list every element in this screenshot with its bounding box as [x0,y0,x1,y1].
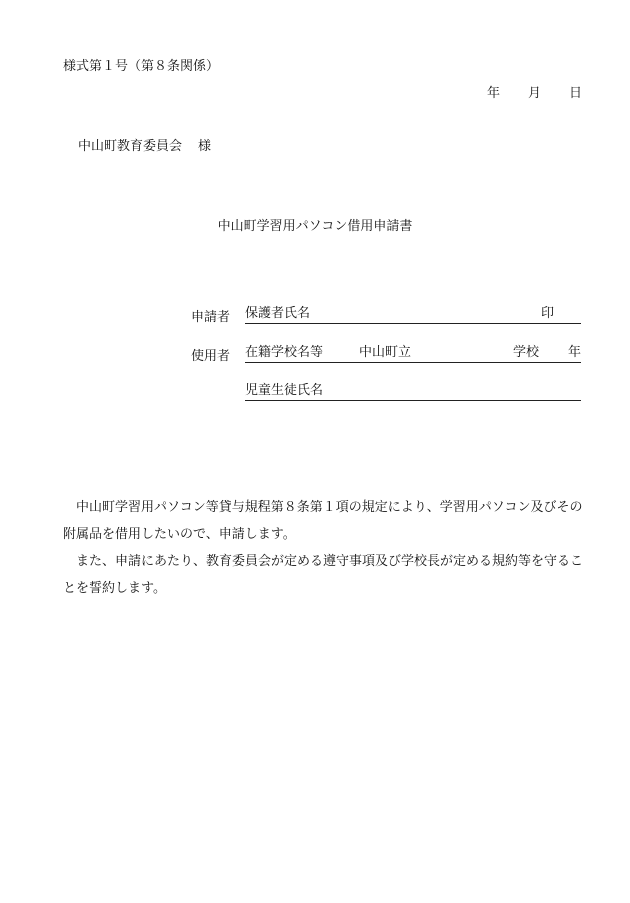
addressee [78,139,211,155]
grade-suffix: 年 [568,345,582,360]
applicant-row [0,303,630,325]
document-title: 中山町学習用パソコン借用申請書 [217,219,413,234]
body-text [63,494,583,602]
guardian-name-label: 保護者氏名 [245,306,311,321]
user-label: 使用者 [191,349,231,364]
date-line [487,86,582,102]
body-paragraph-2: また、申請にあたり、教育委員会が定める遵守事項及び学校長が定める規約等を守ることを誓約します。 [63,554,584,596]
guardian-name-field[interactable] [245,303,581,324]
school-field[interactable] [245,342,581,363]
date-month: 月 [527,86,541,101]
student-name-field[interactable] [245,380,581,401]
student-name-label: 児童生徒氏名 [245,383,324,398]
body-paragraph-1: 中山町学習用パソコン等貸与規程第８条第１項の規定により、学習用パソコン及びその附属品を借用したいので、申請します。 [63,500,583,542]
addressee-honorific: 様 [198,139,212,154]
addressee-name: 中山町教育委員会 [78,139,183,154]
date-year: 年 [486,86,500,101]
school-suffix: 学校 [513,345,540,360]
user-row [0,342,630,364]
student-row [0,380,630,402]
applicant-label: 申請者 [191,310,231,325]
school-field-label: 在籍学校名等 [245,345,324,360]
date-day: 日 [568,86,582,101]
form-number: 様式第１号（第８条関係） [63,59,220,74]
seal-mark: 印 [541,306,555,321]
town-prefix: 中山町立 [359,345,412,360]
